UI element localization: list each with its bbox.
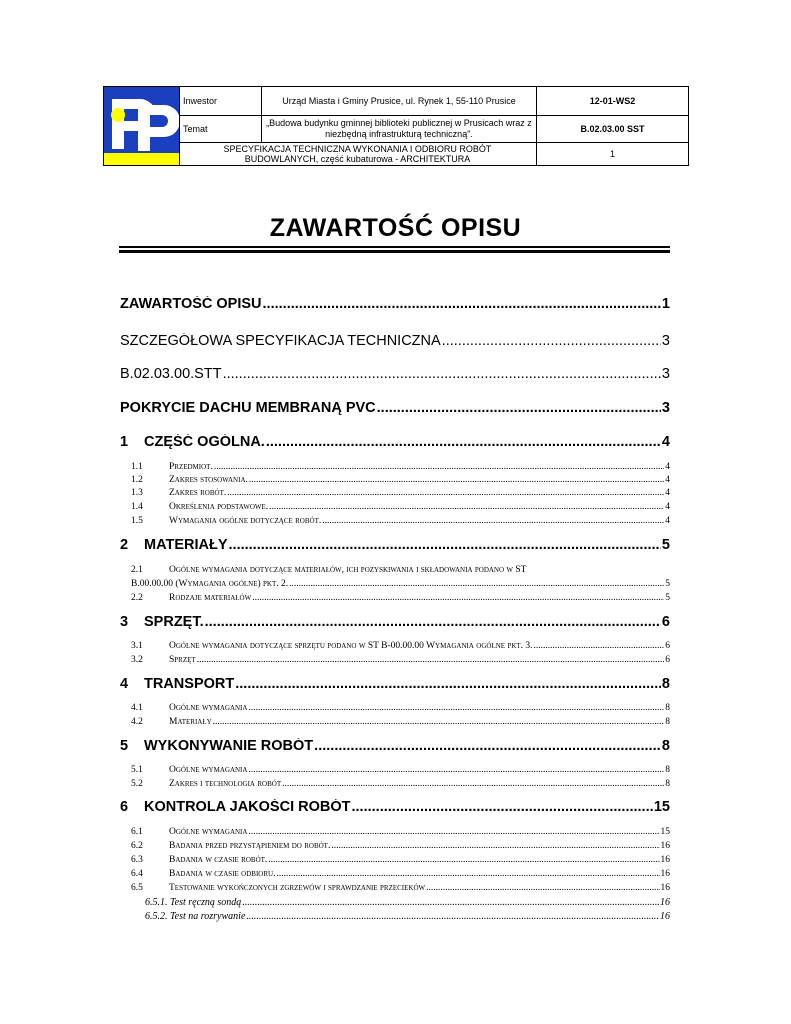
toc-item-label: Badania w czasie odbioru.	[169, 869, 276, 879]
toc-section-label: TRANSPORT	[144, 676, 235, 692]
toc-section-label: WYKONYWANIE ROBÓT	[144, 738, 314, 754]
toc-item-page: 8	[665, 779, 670, 789]
toc-item-page: 16	[660, 841, 670, 851]
toc-item-5-1[interactable]	[131, 765, 670, 775]
toc-leader	[242, 897, 659, 908]
toc-section-page: 6	[661, 614, 670, 630]
toc-subitem-6-5-1[interactable]	[145, 897, 670, 908]
toc-item-number: 2.2	[131, 593, 143, 603]
toc-leader	[331, 841, 659, 851]
title-rule-thick	[119, 250, 670, 253]
toc-item-page: 16	[660, 869, 670, 879]
toc-item-label: Zakres stosowania.	[169, 475, 248, 485]
toc-section-number: 1	[120, 434, 129, 450]
toc-item-label: Sprzęt	[169, 655, 196, 665]
toc-item-page: 8	[665, 717, 670, 727]
toc-item-1-3[interactable]	[131, 488, 670, 498]
toc-subitem-6-5-2[interactable]	[145, 911, 670, 922]
logo-graphic	[104, 87, 179, 165]
specification-title-line1: SPECYFIKACJA TECHNICZNA WYKONANIA I ODBIORU ROBÓT	[223, 144, 492, 154]
toc-item-4-2[interactable]	[131, 717, 670, 727]
toc-leader	[235, 676, 661, 692]
toc-section-1[interactable]	[120, 434, 670, 450]
investor-value: Urząd Miasta i Gminy Prusice, ul. Rynek 1, 55-110 Prusice	[262, 87, 537, 116]
toc-item-label: Materiały	[169, 717, 212, 727]
toc-item-label: Ogólne wymagania dotyczące sprzętu podano w ST B-00.00.00 Wymagania ogólne pkt. 3.	[169, 641, 533, 651]
toc-leader	[282, 779, 664, 789]
toc-section-page: 4	[661, 434, 670, 450]
toc-entry-page: 3	[661, 333, 670, 349]
page-number: 1	[609, 149, 615, 159]
toc-item-number: 1.1	[131, 462, 143, 472]
toc-leader	[534, 641, 665, 651]
specification-title-line2: BUDOWLANYCH, część kubaturowa - ARCHITEKTURA	[244, 154, 471, 164]
toc-entry-page: 3	[661, 366, 670, 382]
toc-leader	[442, 333, 661, 349]
toc-subitem-label: 6.5.2. Test na rozrywanie	[145, 911, 246, 922]
toc-section-page: 8	[661, 676, 670, 692]
toc-leader	[223, 366, 661, 382]
toc-item-label: Ogólne wymagania	[169, 765, 248, 775]
toc-item-number: 1.2	[131, 475, 143, 485]
page-title: ZAWARTOŚĆ OPISU	[269, 214, 522, 242]
toc-item-2-1[interactable]	[131, 565, 670, 593]
toc-item-1-4[interactable]	[131, 502, 670, 512]
toc-item-1-5[interactable]	[131, 516, 670, 526]
toc-item-6-2[interactable]	[131, 841, 670, 851]
toc-item-6-5[interactable]	[131, 883, 670, 893]
toc-item-6-1[interactable]	[131, 827, 670, 837]
toc-leader	[263, 296, 661, 312]
toc-item-number: 3.1	[131, 641, 143, 651]
toc-item-number: 4.2	[131, 717, 143, 727]
toc-item-number: 6.4	[131, 869, 143, 879]
specification-code: B.02.03.00 SST	[537, 116, 688, 143]
toc-section-number: 6	[120, 799, 129, 815]
toc-item-3-1[interactable]	[131, 641, 670, 651]
toc-leader	[248, 827, 659, 837]
toc-section-number: 3	[120, 614, 129, 630]
toc-entry-page: 3	[661, 400, 670, 416]
toc-item-number: 6.3	[131, 855, 143, 865]
toc-item-number: 3.2	[131, 655, 143, 665]
toc-item-page: 5	[665, 593, 670, 603]
toc-leader	[252, 593, 664, 603]
toc-leader	[266, 434, 661, 450]
toc-leader	[205, 614, 661, 630]
toc-section-label: KONTROLA JAKOŚCI ROBÓT	[144, 799, 351, 815]
toc-leader	[229, 537, 661, 553]
toc-item-6-4[interactable]	[131, 869, 670, 879]
toc-item-page: 6	[665, 655, 670, 665]
toc-item-label: Przedmiot.	[169, 462, 213, 472]
toc-item-6-3[interactable]	[131, 855, 670, 865]
toc-section-page: 15	[653, 799, 670, 815]
toc-entry-label: POKRYCIE DACHU MEMBRANĄ PVC	[120, 400, 376, 416]
toc-leader	[276, 869, 659, 879]
toc-item-page: 4	[665, 516, 670, 526]
toc-item-label: Ogólne wymagania	[169, 703, 248, 713]
title-rule	[119, 246, 670, 248]
toc-entry-roofing[interactable]	[120, 400, 670, 416]
toc-item-4-1[interactable]	[131, 703, 670, 713]
toc-item-page: 4	[665, 488, 670, 498]
toc-item-page: 5	[665, 579, 670, 589]
document-code: 12-01-WS2	[537, 87, 688, 116]
toc-item-label: Wymagania ogólne dotyczące robót.	[169, 516, 322, 526]
toc-section-6[interactable]	[120, 799, 670, 815]
toc-item-number: 6.2	[131, 841, 143, 851]
toc-section-4[interactable]	[120, 676, 670, 692]
toc-item-label: Testowanie wykończonych zgrzewów i sprawdzanie przecieków	[169, 883, 426, 893]
toc-entry-page: 1	[661, 296, 670, 312]
toc-item-page: 8	[665, 765, 670, 775]
toc-item-label: Rodzaje materiałów	[169, 593, 252, 603]
toc-item-number: 5.1	[131, 765, 143, 775]
toc-leader	[314, 738, 661, 754]
toc-leader	[289, 579, 664, 589]
toc-item-number: 1.4	[131, 502, 143, 512]
toc-leader	[248, 703, 664, 713]
toc-item-label: Ogólne wymagania	[169, 827, 248, 837]
topic-label: Temat	[179, 116, 262, 143]
toc-item-number: 6.5	[131, 883, 143, 893]
toc-item-page: 16	[660, 883, 670, 893]
toc-entry-stt[interactable]	[120, 366, 670, 382]
toc-item-1-1[interactable]	[131, 462, 670, 472]
toc-item-page: 16	[660, 855, 670, 865]
toc-item-number: 2.1	[131, 565, 143, 575]
toc-subitem-page: 16	[660, 911, 670, 922]
toc-item-label: Ogólne wymagania dotyczące materiałów, ich pozyskiwania i składowania podano w ST	[169, 565, 527, 575]
toc-leader	[227, 488, 664, 498]
toc-item-1-2[interactable]	[131, 475, 670, 485]
toc-item-page: 4	[665, 502, 670, 512]
toc-item-number: 1.5	[131, 516, 143, 526]
topic-value: „Budowa budynku gminnej biblioteki publicznej w Prusicach wraz z niezbędną infrastrukturą techniczną".	[262, 116, 537, 143]
toc-item-number: 4.1	[131, 703, 143, 713]
toc-leader	[248, 765, 664, 775]
toc-entry-label: ZAWARTOŚĆ OPISU	[120, 296, 262, 312]
toc-entry-specification[interactable]	[120, 333, 670, 349]
toc-item-label: Badania w czasie robót.	[169, 855, 268, 865]
document-header	[103, 86, 689, 166]
toc-leader	[214, 462, 664, 472]
toc-entry-contents[interactable]	[120, 296, 670, 312]
toc-item-label: Zakres robót.	[169, 488, 227, 498]
toc-subitem-label: 6.5.1. Test ręczną sondą	[145, 897, 242, 908]
toc-item-label: Określenia podstawowe.	[169, 502, 269, 512]
toc-leader	[197, 655, 665, 665]
toc-section-2[interactable]	[120, 537, 670, 553]
toc-leader	[426, 883, 659, 893]
company-logo	[104, 87, 180, 165]
toc-item-number: 6.1	[131, 827, 143, 837]
toc-item-5-2[interactable]	[131, 779, 670, 789]
toc-leader	[246, 911, 659, 922]
toc-item-label: Zakres i technologia robót	[169, 779, 282, 789]
toc-section-number: 2	[120, 537, 129, 553]
investor-label: Inwestor	[179, 87, 262, 116]
toc-section-3[interactable]	[120, 614, 670, 630]
toc-section-5[interactable]	[120, 738, 670, 754]
toc-item-3-2[interactable]	[131, 655, 670, 665]
toc-item-label: Badania przed przystąpieniem do robót.	[169, 841, 331, 851]
toc-leader	[249, 475, 664, 485]
toc-subitem-page: 16	[660, 897, 670, 908]
toc-section-label: CZĘŚĆ OGÓLNA.	[144, 434, 265, 450]
toc-item-number: 5.2	[131, 779, 143, 789]
toc-section-page: 5	[661, 537, 670, 553]
toc-item-page: 15	[660, 827, 670, 837]
toc-item-page: 8	[665, 703, 670, 713]
toc-item-2-2[interactable]	[131, 593, 670, 603]
toc-entry-label: SZCZEGÓŁOWA SPECYFIKACJA TECHNICZNA	[120, 333, 441, 349]
toc-item-page: 4	[665, 475, 670, 485]
toc-leader	[268, 855, 659, 865]
toc-leader	[377, 400, 661, 416]
toc-leader	[352, 799, 653, 815]
toc-section-number: 5	[120, 738, 129, 754]
toc-item-page: 6	[665, 641, 670, 651]
toc-item-label-continued: B.00.00.00 (Wymagania ogólne) pkt. 2.	[131, 579, 289, 589]
toc-item-page: 4	[665, 462, 670, 472]
specification-title	[179, 143, 537, 165]
toc-leader	[322, 516, 664, 526]
toc-item-number: 1.3	[131, 488, 143, 498]
toc-section-page: 8	[661, 738, 670, 754]
toc-leader	[213, 717, 665, 727]
toc-section-number: 4	[120, 676, 129, 692]
toc-section-label: MATERIAŁY	[144, 537, 228, 553]
toc-entry-label: B.02.03.00.STT	[120, 366, 222, 382]
toc-section-label: SPRZĘT.	[144, 614, 204, 630]
toc-leader	[269, 502, 664, 512]
